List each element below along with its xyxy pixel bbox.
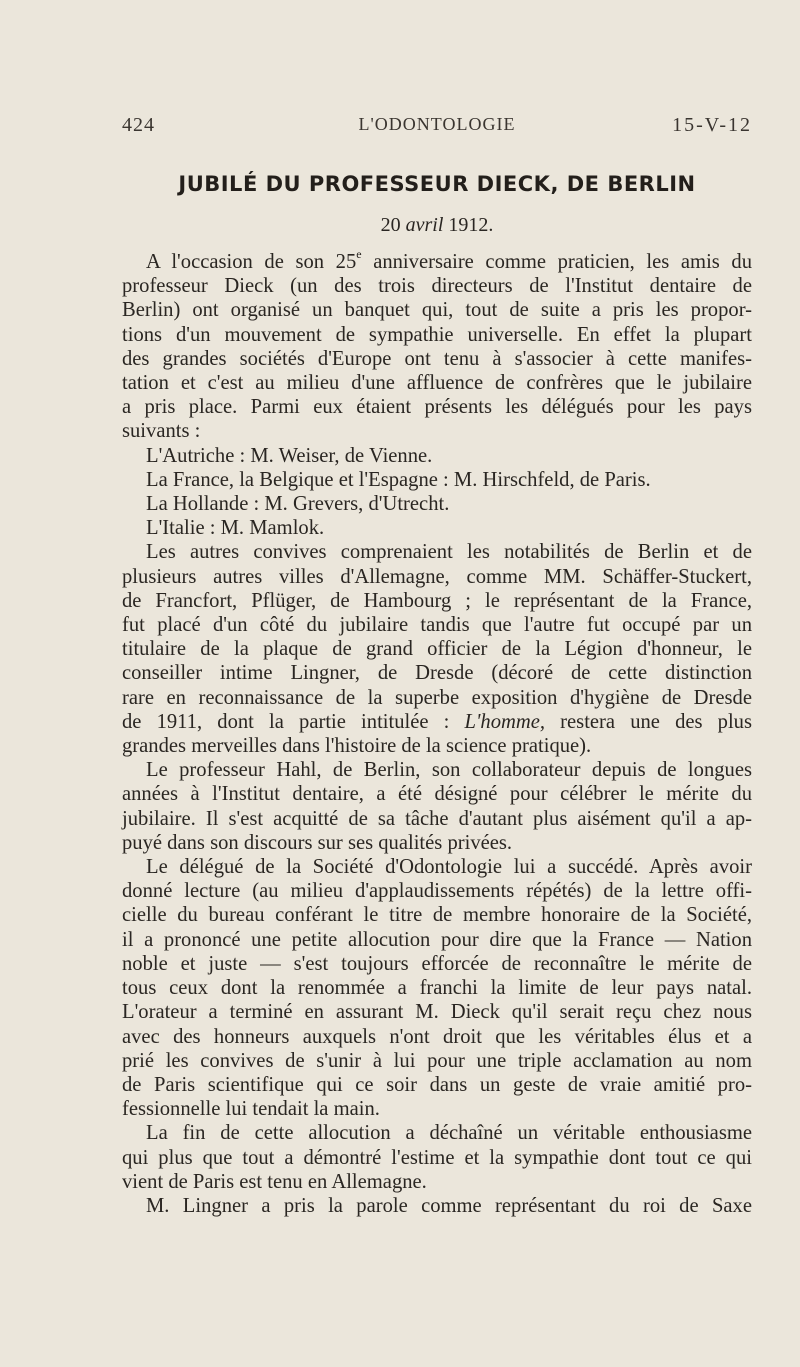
text-line: noble et juste — s'est toujours efforcée de reconnaître le mérite de — [122, 952, 752, 975]
text-line: jubilaire. Il s'est acquitté de sa tâche d'autant plus aisément qu'il a ap- — [122, 807, 752, 830]
article-date-month: avril — [405, 214, 444, 236]
text-line: tation et c'est au milieu d'une affluence de confrères que le jubilaire — [122, 372, 752, 395]
text-line: rare en reconnaissance de la superbe exposition d'hygiène de Dresde — [122, 686, 752, 709]
list-item: L'Italie : M. Mamlok. — [146, 517, 325, 540]
text-line: L'orateur a terminé en assurant M. Dieck qu'il serait reçu chez nous — [122, 1001, 752, 1024]
text-line: a pris place. Parmi eux étaient présents les délégués pour les pays — [122, 396, 752, 419]
issue-date: 15-V-12 — [672, 114, 752, 136]
journal-title: L'ODONTOLOGIE — [358, 114, 516, 134]
text-line: donné lecture (au milieu d'applaudissements répétés) de la lettre offi- — [122, 880, 752, 903]
text-line: de Paris scientifique qui ce soir dans un geste de vraie amitié pro- — [122, 1073, 752, 1096]
text-line: Les autres convives comprenaient les notabilités de Berlin et de — [146, 541, 752, 564]
list-item: L'Autriche : M. Weiser, de Vienne. — [146, 444, 433, 467]
text-line: conseiller intime Lingner, de Dresde (décoré de cette distinction — [122, 662, 752, 685]
article-date — [122, 214, 752, 237]
page-number: 424 — [122, 114, 155, 136]
text-line: titulaire de la plaque de grand officier de la Légion d'honneur, le — [122, 638, 752, 661]
italic-title: L'homme, — [464, 710, 546, 733]
text-line: fessionnelle lui tendait la main. — [122, 1098, 380, 1121]
text-line: tous ceux dont la renommée a franchi la limite de leur pays natal. — [122, 977, 752, 1000]
article-date-year: 1912. — [443, 214, 494, 236]
text-fragment: restera une des plus — [545, 710, 752, 733]
text-line: cielle du bureau conférant le titre de membre honoraire de la Société, — [122, 904, 752, 927]
text-line: professeur Dieck (un des trois directeurs de l'Institut dentaire de — [122, 275, 752, 298]
text-line: années à l'Institut dentaire, a été désigné pour célébrer le mérite du — [122, 783, 752, 806]
text-line — [122, 247, 752, 274]
text-fragment: de 1911, dont la partie intitulée : — [122, 710, 465, 733]
text-line: il a prononcé une petite allocution pour dire que la France — Nation — [122, 928, 752, 951]
article-date-day: 20 — [380, 214, 406, 236]
text-line: La fin de cette allocution a déchaîné un véritable enthousiasme — [146, 1122, 752, 1145]
text-line: M. Lingner a pris la parole comme représentant du roi de Saxe — [146, 1194, 752, 1217]
text-line: Le professeur Hahl, de Berlin, son collaborateur depuis de longues — [146, 759, 752, 782]
text-line: des grandes sociétés d'Europe ont tenu à s'associer à cette manifes- — [122, 347, 752, 370]
text-line: Le délégué de la Société d'Odontologie lui a succédé. Après avoir — [146, 856, 752, 879]
text-line: prié les convives de s'unir à lui pour une triple acclamation au nom — [122, 1049, 752, 1072]
article-title: JUBILÉ DU PROFESSEUR DIECK, DE BERLIN — [178, 172, 696, 196]
text-line: de Francfort, Pflüger, de Hambourg ; le représentant de la France, — [122, 589, 752, 612]
text-line: qui plus que tout a démontré l'estime et la sympathie dont tout ce qui — [122, 1146, 752, 1169]
text-fragment: anniversaire comme praticien, les amis du — [361, 251, 752, 273]
text-line: Berlin) ont organisé un banquet qui, tout de suite a pris les propor- — [122, 299, 752, 322]
text-line: avec des honneurs auxquels n'ont droit que les véritables élus et a — [122, 1025, 752, 1048]
running-header — [122, 114, 752, 142]
article-body — [122, 247, 752, 1218]
text-fragment: A l'occasion de son 25 — [146, 251, 357, 273]
list-item: La Hollande : M. Grevers, d'Utrecht. — [146, 493, 450, 516]
text-line: puyé dans son discours sur ses qualités privées. — [122, 831, 513, 854]
list-item: La France, la Belgique et l'Espagne : M. Hirschfeld, de Paris. — [146, 468, 651, 491]
text-line: fut placé d'un côté du jubilaire tandis que l'autre fut occupé par un — [122, 614, 752, 637]
text-line — [122, 710, 752, 734]
text-line: grandes merveilles dans l'histoire de la science pratique). — [122, 735, 592, 758]
text-line: vient de Paris est tenu en Allemagne. — [122, 1170, 427, 1193]
text-line: suivants : — [122, 420, 201, 443]
text-line: tions d'un mouvement de sympathie universelle. En effet la plupart — [122, 323, 752, 346]
superscript: e — [356, 247, 362, 262]
text-line: plusieurs autres villes d'Allemagne, comme MM. Schäffer-Stuckert, — [122, 565, 752, 588]
